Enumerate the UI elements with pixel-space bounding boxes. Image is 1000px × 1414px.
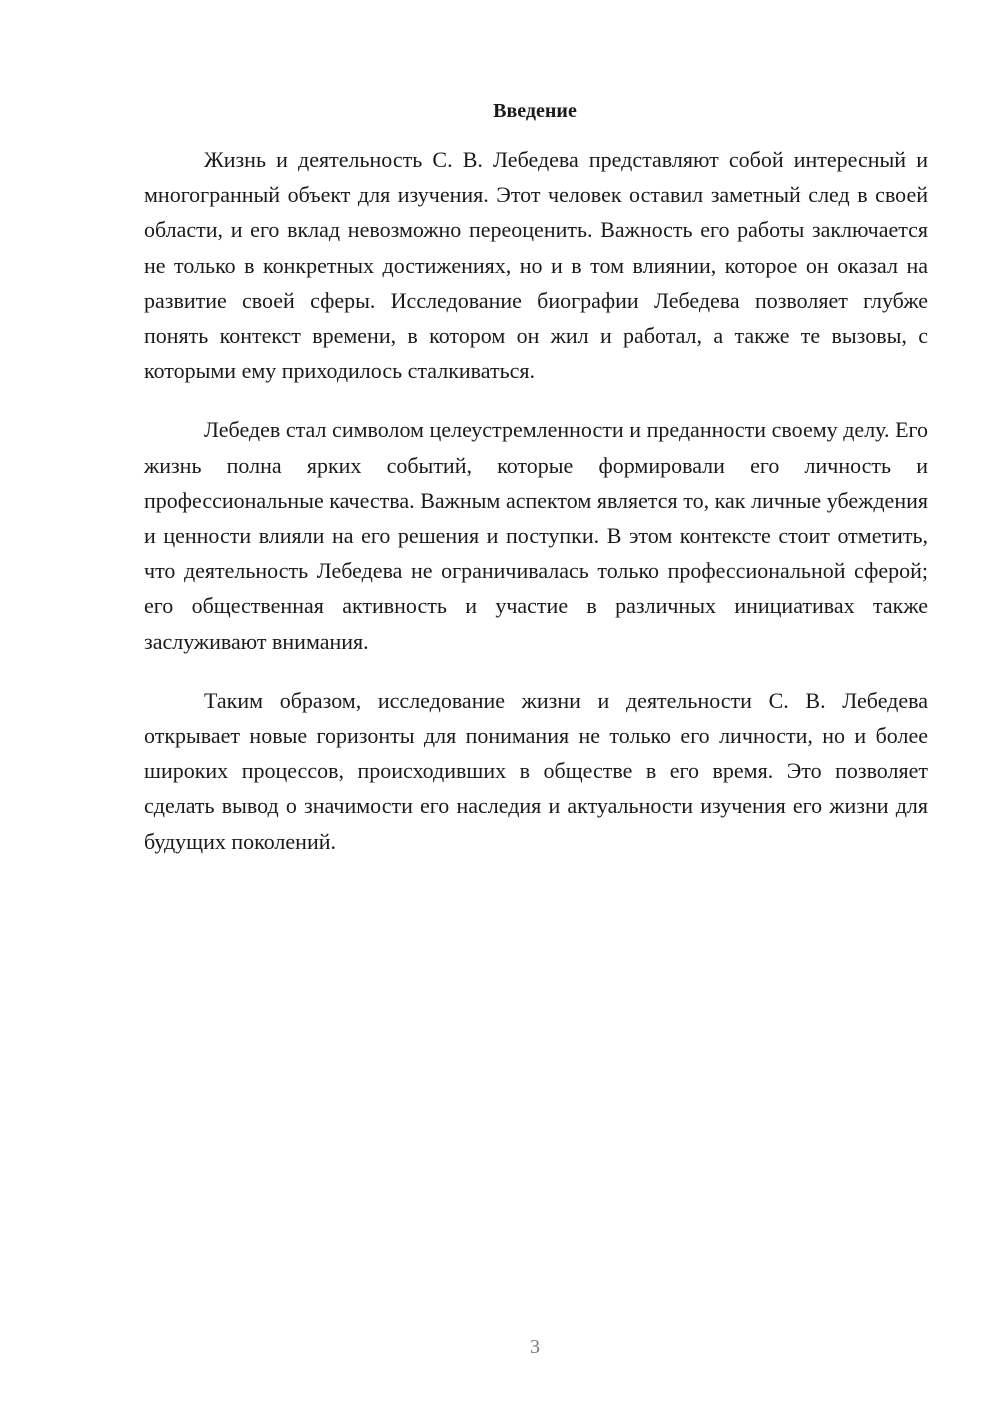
paragraph-1: Жизнь и деятельность С. В. Лебедева представляют собой интересный и многогранный объект для изучения. Этот человек оставил заметный след в своей области, и его вклад невозможно переоценить. Важность его работы заключается не только в конкретных достижениях, но и в том влиянии, которое он оказал на развитие своей сферы. Исследование биографии Лебедева позволяет глубже понять контекст времени, в котором он жил и работал, а также те вызовы, с которыми ему приходилось сталкиваться. xyxy=(144,147,928,384)
section-title: Введение xyxy=(493,100,577,122)
body-text xyxy=(144,142,928,883)
paragraph-2: Лебедев стал символом целеустремленности и преданности своему делу. Его жизнь полна ярких событий, которые формировали его личность и профессиональные качества. Важным аспектом является то, как личные убеждения и ценности влияли на его решения и поступки. В этом контексте стоит отметить, что деятельность Лебедева не ограничивалась только профессиональной сферой; его общественная активность и участие в различных инициативах также заслуживают внимания. xyxy=(144,417,928,654)
page-number: 3 xyxy=(530,1336,540,1358)
paragraph-3: Таким образом, исследование жизни и деятельности С. В. Лебедева открывает новые горизонты для понимания не только его личности, но и более широких процессов, происходивших в обществе в его время. Это позволяет сделать вывод о значимости его наследия и актуальности изучения его жизни для будущих поколений. xyxy=(144,687,928,854)
